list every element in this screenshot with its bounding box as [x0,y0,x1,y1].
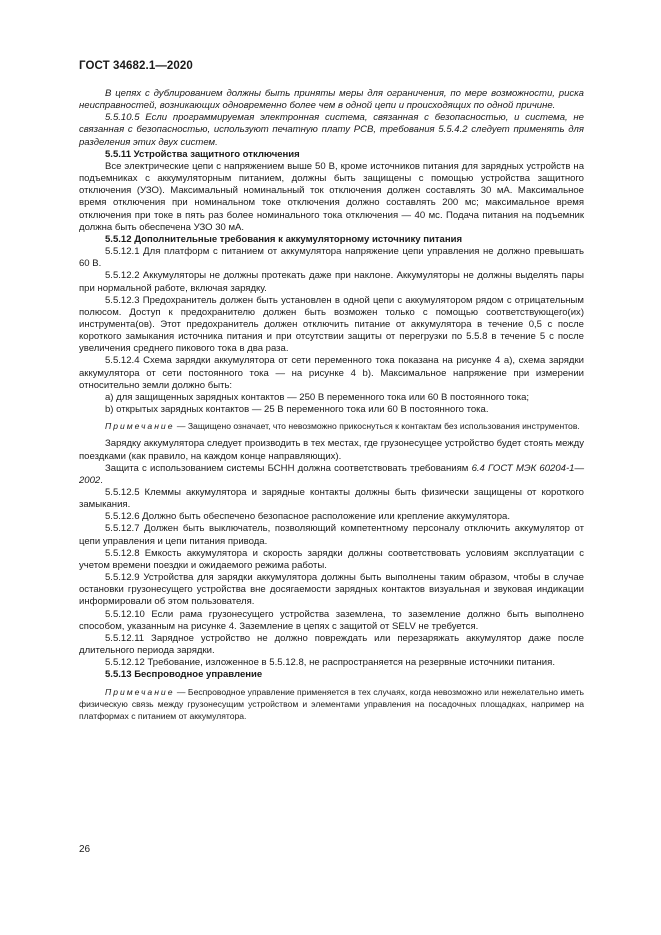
paragraph-5-5-12-9: 5.5.12.9 Устройства для зарядки аккумулятора должны быть выполнены таким образом, чтобы в случае остановки грузонесущего устройства вне досягаемости зарядных контактов визуальная и звуковая индикации информировали об этом пользователя. [79,572,584,608]
selv-text: Защита с использованием системы БСНН должна соответствовать требованиям [105,462,472,474]
selv-end: . [100,474,103,486]
heading-5-5-11: 5.5.11 Устройства защитного отключения [105,148,300,160]
paragraph-5-5-12-2: 5.5.12.2 Аккумуляторы не должны протекать даже при наклоне. Аккумуляторы не должны выделять пары при нормальной работе, включая зарядку. [79,270,584,294]
paragraph-5-5-12-8: 5.5.12.8 Емкость аккумулятора и скорость зарядки должны соответствовать условиям эксплуатации с учетом времени поездки и ожидаемого режима работы. [79,547,584,571]
paragraph-5-5-10-5: 5.5.10.5 Если программируемая электронная система, связанная с безопасностью, и система, не связанная с безопасностью, используют печатную плату PCB, требования 5.5.4.2 следует применять для разделения этих двух систем. [79,112,584,148]
paragraph-charging-location: Зарядку аккумулятора следует производить в тех местах, где грузонесущее устройство будет стоять между поездками (как правило, на каждом конце направляющих). [79,438,584,462]
note-text: — Защищено означает, что невозможно прикоснуться к контактам без использования инструментов. [174,421,580,432]
heading-5-5-13: 5.5.13 Беспроводное управление [105,669,263,681]
note-wireless [79,686,584,722]
note-text: — Беспроводное управление применяется в тех случаях, когда невозможно или нежелательно иметь физическую связь между грузонесущим устройством и элементами управления на посадочных площадках, например на платформах с питанием от аккумулятора. [79,686,584,721]
paragraph-rcd: Все электрические цепи с напряжением выше 50 В, кроме источников питания для зарядных устройств на подъемниках с аккумуляторным питанием, должны быть защищены с помощью устройства защитного отключения (УЗО). Максимальный номинальный ток отключения должен составлять 30 мА. Максимальное время отключения при номинальном токе отключения должно составлять 200 мс; максимальное время отключения при токе в пять раз более номинального тока отключения — 40 мс. Подача питания на подъемник должна быть обеспечена УЗО 30 мА. [79,160,584,233]
standard-reference: 6.4 ГОСТ МЭК 60204-1—2002 [79,462,584,486]
paragraph-5-5-12-7: 5.5.12.7 Должен быть выключатель, позволяющий компетентному персоналу отключить аккумулятор от цепи управления и цепи питания привода. [79,523,584,547]
standard-header: ГОСТ 34682.1—2020 [79,60,193,72]
document-body [79,88,584,728]
paragraph-5-5-12-12: 5.5.12.12 Требование, изложенное в 5.5.12.8, не распространяется на резервные источники питания. [105,657,555,669]
page-number: 26 [79,844,91,855]
note-label: Примечание [105,421,175,432]
paragraph-5-5-12-3: 5.5.12.3 Предохранитель должен быть установлен в одной цепи с аккумулятором рядом с отрицательным полюсом. Доступ к предохранителю должен быть возможен только с помощью соответствующего(их) инструмента(ов). Этот предохранитель должен отключить питание от аккумулятора в течение 0,5 с после короткого замыкания источника питания и при отсутствии защиты от перегрузки по 5.5.8 в течение 5 с после увеличения среднего пикового тока в два раза. [79,294,584,355]
heading-5-5-12: 5.5.12 Дополнительные требования к аккумуляторному источнику питания [105,233,463,245]
note-protected [79,420,584,432]
paragraph-redundancy: В цепях с дублированием должны быть приняты меры для ограничения, по мере возможности, риска неисправностей, возникающих одновременно более чем в одной цепи и происходящих по одной причине. [79,88,584,112]
paragraph-5-5-12-1: 5.5.12.1 Для платформ с питанием от аккумулятора напряжение цепи управления не должно превышать 60 В. [79,246,584,270]
paragraph-5-5-12-4: 5.5.12.4 Схема зарядки аккумулятора от сети переменного тока показана на рисунке 4 a), схема зарядки аккумулятора от сети постоянного тока — на рисунке 4 b). Максимальное напряжение при измерении относительно земли должно быть: [79,355,584,391]
paragraph-5-5-12-11: 5.5.12.11 Зарядное устройство не должно повреждать или перезаряжать аккумулятор даже после длительного периода зарядки. [79,632,584,657]
paragraph-selv [79,463,584,487]
note-label: Примечание [105,686,175,697]
list-item-a: a) для защищенных зарядных контактов — 250 В переменного тока или 60 В постоянного тока; [105,391,530,403]
list-item-b: b) открытых зарядных контактов — 25 В переменного тока или 60 В постоянного тока. [105,404,489,416]
paragraph-5-5-12-5: 5.5.12.5 Клеммы аккумулятора и зарядные контакты должны быть физически защищены от короткого замыкания. [79,487,584,511]
paragraph-5-5-12-10: 5.5.12.10 Если рама грузонесущего устройства заземлена, то заземление должно быть выполнено способом, указанным на рисунке 4. Заземление в цепях с защитой от SELV не требуется. [79,608,584,632]
paragraph-5-5-12-6: 5.5.12.6 Должно быть обеспечено безопасное расположение или крепление аккумулятора. [105,511,510,523]
